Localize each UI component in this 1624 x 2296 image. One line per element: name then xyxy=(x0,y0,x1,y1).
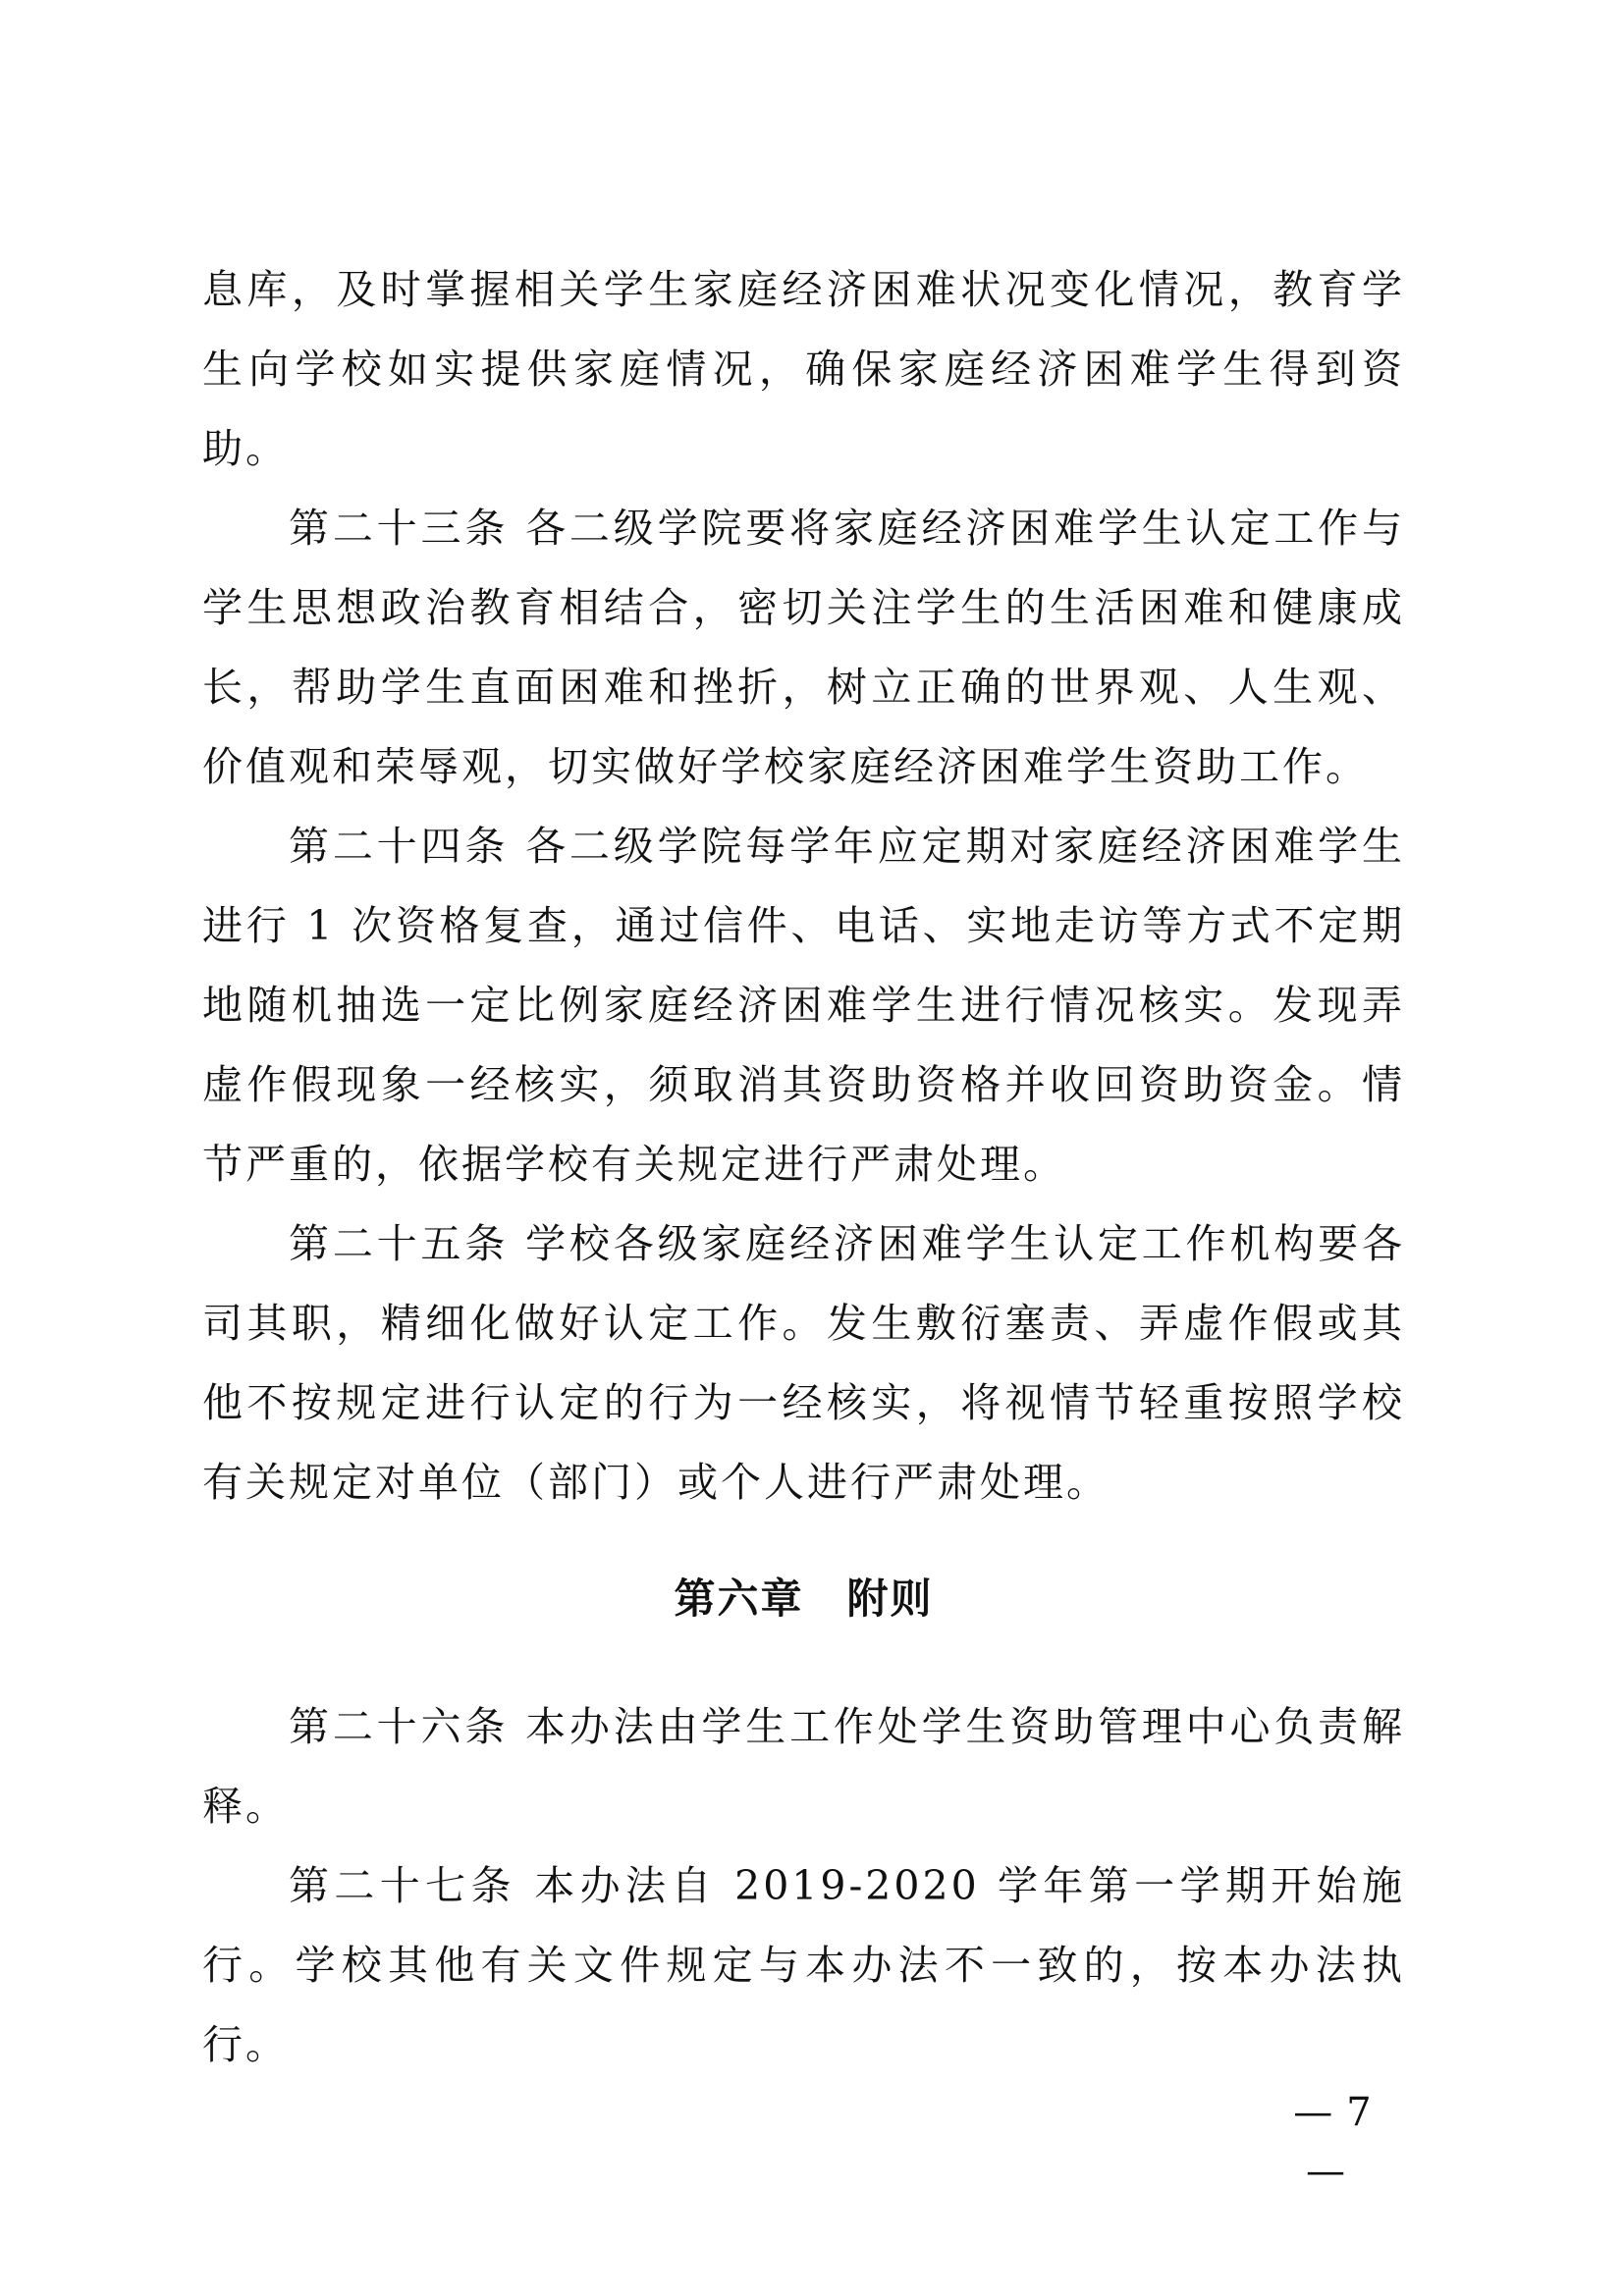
chapter-heading xyxy=(202,1562,1405,1636)
article-25-paragraph: 第二十五条 学校各级家庭经济困难学生认定工作机构要各司其职，精细化做好认定工作。发生敷衍塞责、弄虚作假或其他不按规定进行认定的行为一经核实，将视情节轻重按照学校有关规定对单位（部门）或个人进行严肃处理。 xyxy=(202,1220,1405,1506)
page-number: 7 xyxy=(1346,2090,1372,2135)
article-27-paragraph: 第二十七条 本办法自 2019-2020 学年第一学期开始施行。学校其他有关文件规定与本办法不一致的，按本办法执行。 xyxy=(202,1862,1405,2068)
chapter-number: 第六章 xyxy=(674,1575,804,1623)
chapter-title: 附则 xyxy=(846,1575,934,1623)
paragraph-continuation: 息库，及时掌握相关学生家庭经济困难状况变化情况，教育学生向学校如实提供家庭情况，确保家庭经济困难学生得到资助。 xyxy=(202,266,1405,472)
page-number-dash-right: — xyxy=(1306,2149,1345,2194)
document-body xyxy=(202,250,1405,2085)
page-number-dash-left: — xyxy=(1293,2090,1333,2135)
article-23-paragraph: 第二十三条 各二级学院要将家庭经济困难学生认定工作与学生思想政治教育相结合，密切关注学生的生活困难和健康成长，帮助学生直面困难和挫折，树立正确的世界观、人生观、价值观和荣辱观，切实做好学校家庭经济困难学生资助工作。 xyxy=(202,505,1405,790)
page-number-footer xyxy=(1247,2083,1404,2201)
article-24-paragraph: 第二十四条 各二级学院每学年应定期对家庭经济困难学生进行 1 次资格复查，通过信件、电话、实地走访等方式不定期地随机抽选一定比例家庭经济困难学生进行情况核实。发现弄虚作假现象一经核实，须取消其资助资格并收回资助资金。情节严重的，依据学校有关规定进行严肃处理。 xyxy=(202,823,1405,1188)
article-26-paragraph: 第二十六条 本办法由学生工作处学生资助管理中心负责解释。 xyxy=(202,1703,1405,1830)
